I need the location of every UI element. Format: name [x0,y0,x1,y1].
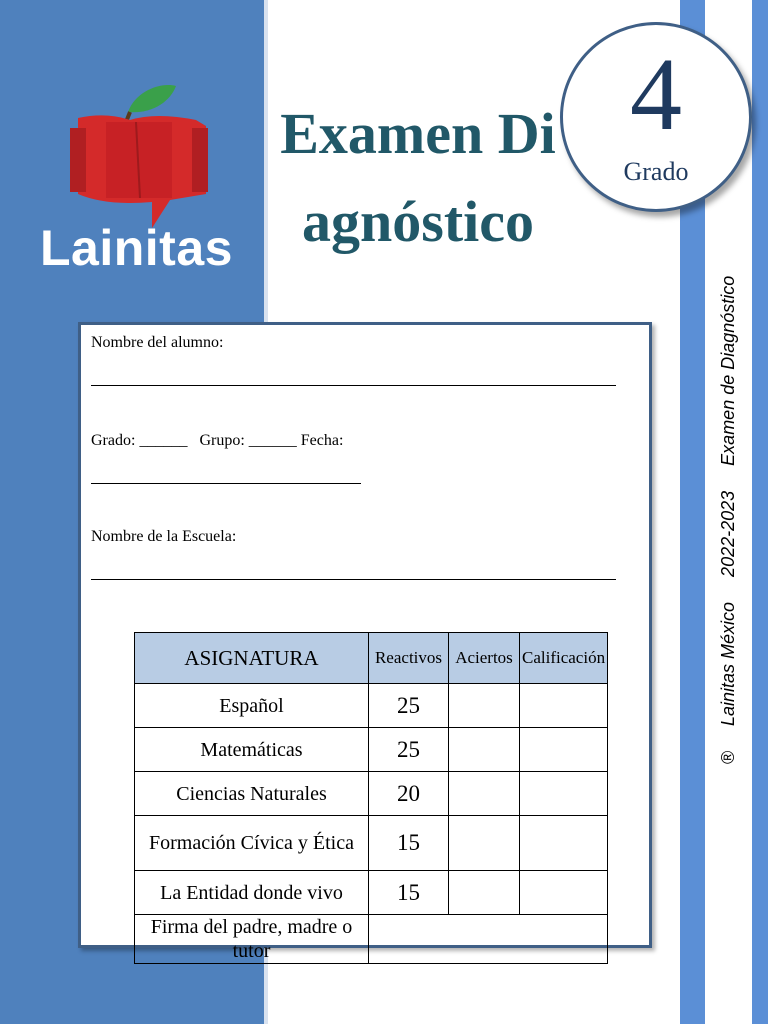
correct-cell[interactable] [449,728,520,772]
items-cell: 15 [369,816,449,871]
school-name-label: Nombre de la Escuela: [91,528,237,545]
grade-cell[interactable] [520,816,608,871]
signature-label: Firma del padre, madre o tutor [135,915,369,964]
header-items: Reactivos [369,633,449,684]
document-name: Examen de Diagnóstico [718,275,738,466]
publisher-name: Lainitas México [718,601,738,727]
grade-field-label: Grado: [91,432,136,449]
table-row [135,684,608,728]
table-row [135,871,608,915]
correct-cell[interactable] [449,871,520,915]
group-field-label: Grupo: [199,432,245,449]
correct-cell[interactable] [449,816,520,871]
group-blank[interactable]: ______ [248,432,297,449]
grade-label: Grado [623,157,689,186]
grade-blank[interactable]: ______ [139,432,188,449]
subject-cell: Español [135,684,369,728]
items-cell: 20 [369,772,449,816]
header-subject: ASIGNATURA [135,633,369,684]
registered-symbol: ® [718,751,738,765]
table-row [135,772,608,816]
student-name-line[interactable] [91,385,616,386]
grades-table [134,632,608,964]
leaf-icon [128,85,176,112]
items-cell: 25 [369,728,449,772]
header-grade: Calificación [520,633,608,684]
logo-text: Lainitas [40,220,233,276]
student-name-label: Nombre del alumno: [91,334,224,351]
correct-cell[interactable] [449,684,520,728]
school-name-line[interactable] [91,579,616,580]
signature-row [135,915,608,964]
subject-cell: Matemáticas [135,728,369,772]
grade-cell[interactable] [520,684,608,728]
side-stripe-outer [752,0,768,1024]
grade-cell[interactable] [520,772,608,816]
page-title: Examen Diagnóstico [280,101,556,254]
side-caption [715,250,741,790]
table-row [135,816,608,871]
date-line[interactable] [91,483,361,484]
subject-cell: Ciencias Naturales [135,772,369,816]
school-year: 2022-2023 [718,490,738,577]
grade-badge [560,22,752,212]
grade-cell[interactable] [520,728,608,772]
items-cell: 15 [369,871,449,915]
grade-number: 4 [630,37,682,152]
apple-logo-icon [66,82,212,232]
correct-cell[interactable] [449,772,520,816]
grade-cell[interactable] [520,871,608,915]
subject-cell: La Entidad donde vivo [135,871,369,915]
subject-cell: Formación Cívica y Ética [135,816,369,871]
signature-cell[interactable] [369,915,608,964]
table-row [135,728,608,772]
header-correct: Aciertos [449,633,520,684]
student-form [78,322,652,962]
grade-group-date-row [91,431,343,451]
date-field-label: Fecha: [300,432,344,449]
items-cell: 25 [369,684,449,728]
